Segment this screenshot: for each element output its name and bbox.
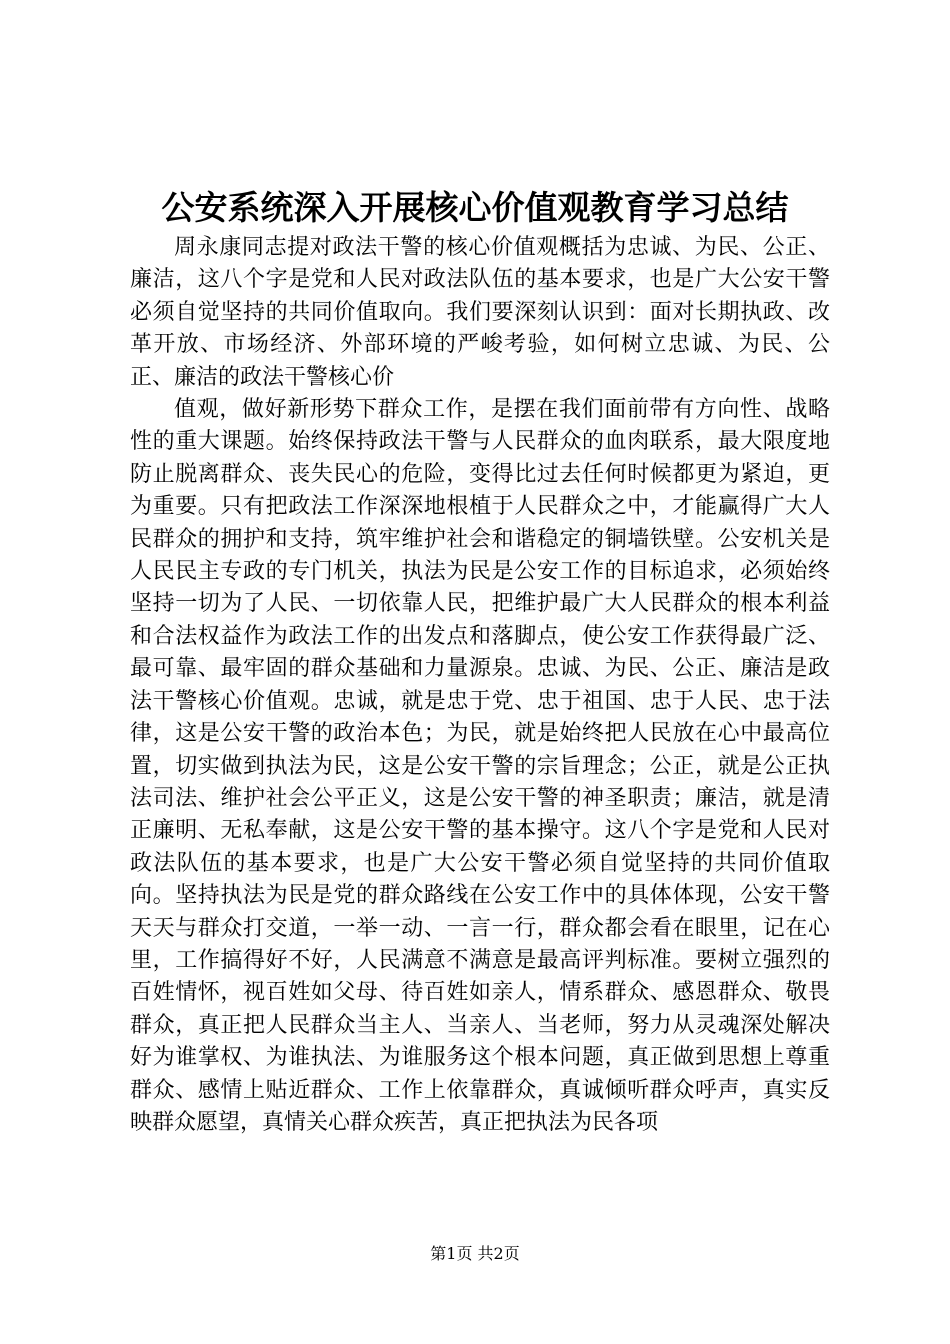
document-title: 公安系统深入开展核心价值观教育学习总结 [161, 188, 789, 227]
body-paragraph-2: 值观，做好新形势下群众工作，是摆在我们面前带有方向性、战略性的重大课题。始终保持政法干警与人民群众的血肉联系，最大限度地防止脱离群众、丧失民心的危险，变得比过去任何时候都更为紧迫，更为重要。只有把政法工作深深地根植于人民群众之中，才能赢得广大人民群众的拥护和支持，筑牢维护社会和谐稳定的铜墙铁壁。公安机关是人民民主专政的专门机关，执法为民是公安工作的目标追求，必须始终坚持一切为了人民、一切依靠人民，把维护最广大人民群众的根本利益和合法权益作为政法工作的出发点和落脚点，使公安工作获得最广泛、最可靠、最牢固的群众基础和力量源泉。忠诚、为民、公正、廉洁是政法干警核心价值观。忠诚，就是忠于党、忠于祖国、忠于人民、忠于法律，这是公安干警的政治本色；为民，就是始终把人民放在心中最高位置，切实做到执法为民，这是公安干警的宗旨理念；公正，就是公正执法司法、维护社会公平正义，这是公安干警的神圣职责；廉洁，就是清正廉明、无私奉献，这是公安干警的基本操守。这八个字是党和人民对政法队伍的基本要求，也是广大公安干警必须自觉坚持的共同价值取向。坚持执法为民是党的群众路线在公安工作中的具体体现，公安干警天天与群众打交道，一举一动、一言一行，群众都会看在眼里，记在心里，工作搞得好不好，人民满意不满意是最高评判标准。要树立强烈的百姓情怀，视百姓如父母、待百姓如亲人，情系群众、感恩群众、敬畏群众，真正把人民群众当主人、当亲人、当老师，努力从灵魂深处解决好为谁掌权、为谁执法、为谁服务这个根本问题，真正做到思想上尊重群众、感情上贴近群众、工作上依靠群众，真诚倾听群众呼声，真实反映群众愿望，真情关心群众疾苦，真正把执法为民各项 [130, 397, 830, 1135]
document-body [130, 232, 830, 1139]
body-paragraph-1: 周永康同志提对政法干警的核心价值观概括为忠诚、为民、公正、廉洁，这八个字是党和人民对政法队伍的基本要求，也是广大公安干警必须自觉坚持的共同价值取向。我们要深刻认识到：面对长期执政、改革开放、市场经济、外部环境的严峻考验，如何树立忠诚、为民、公正、廉洁的政法干警核心价 [130, 235, 830, 390]
page-number-footer: 第1页 共2页 [430, 1244, 520, 1263]
